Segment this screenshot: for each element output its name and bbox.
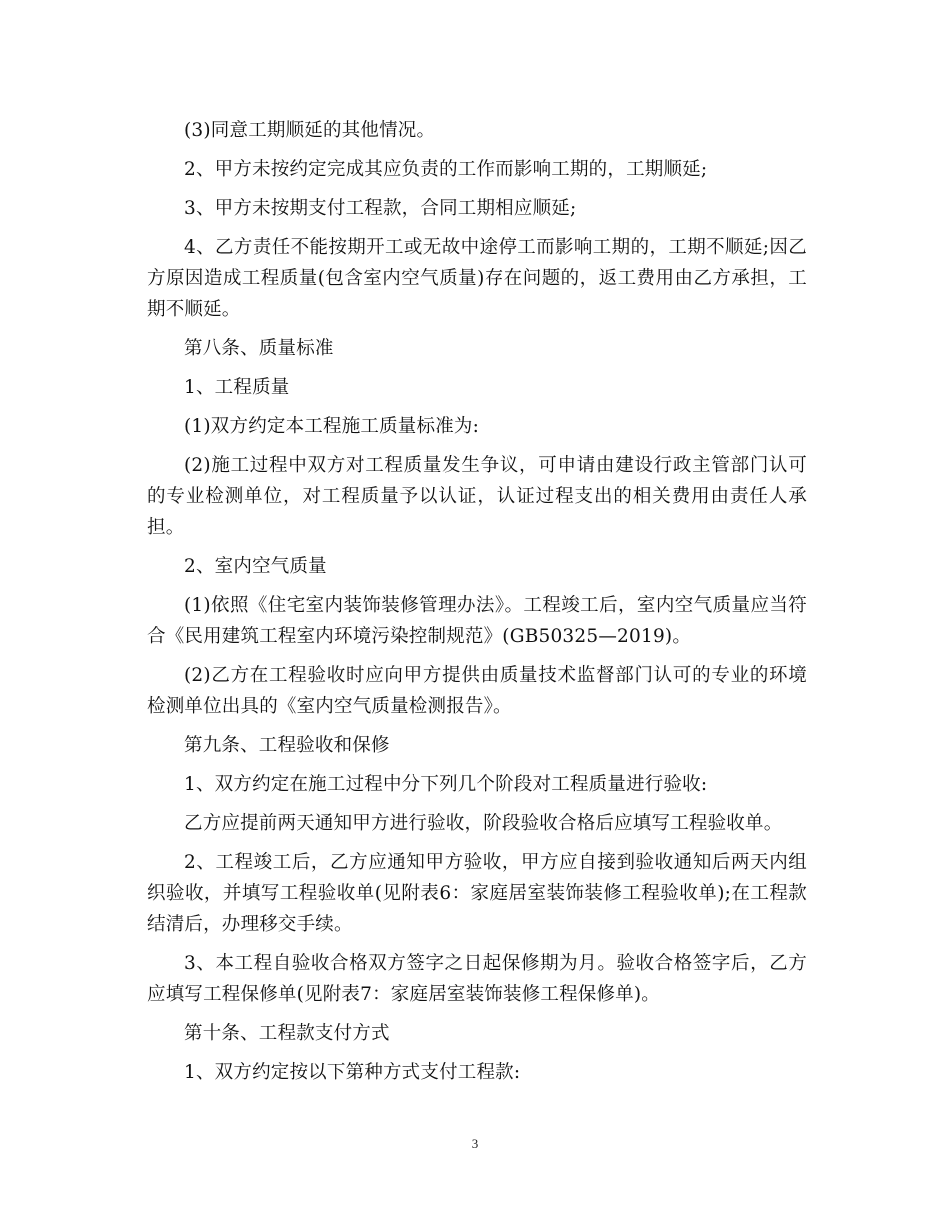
paragraph-quality-dispute: (2)施工过程中双方对工程质量发生争议，可申请由建设行政主管部门认可的专业检测单位，对工程质量予以认证，认证过程支出的相关费用由责任人承担。	[147, 455, 807, 538]
paragraph-extension-other-cases: (3)同意工期顺延的其他情况。	[184, 120, 436, 141]
document-body	[147, 115, 807, 1088]
section-heading-article-9: 第九条、工程验收和保修	[184, 735, 390, 756]
paragraph-warranty-period: 3、本工程自验收合格双方签字之日起保修期为月。验收合格签字后，乙方应填写工程保修单(见附表7：家庭居室装饰装修工程保修单)。	[147, 953, 807, 1005]
section-heading-article-8: 第八条、质量标准	[184, 338, 334, 359]
section-heading-article-10: 第十条、工程款支付方式	[184, 1023, 390, 1044]
subheading-engineering-quality: 1、工程质量	[184, 377, 290, 398]
paragraph-stage-acceptance: 1、双方约定在施工过程中分下列几个阶段对工程质量进行验收:	[184, 774, 708, 795]
paragraph-payment-method: 1、双方约定按以下第种方式支付工程款:	[184, 1062, 521, 1083]
paragraph-party-a-work-delay: 2、甲方未按约定完成其应负责的工作而影响工期的，工期顺延;	[184, 159, 708, 180]
paragraph-quality-standard: (1)双方约定本工程施工质量标准为:	[184, 416, 480, 437]
paragraph-air-quality-regulation: (1)依照《住宅室内装饰装修管理办法》。工程竣工后，室内空气质量应当符合《民用建筑工程室内环境污染控制规范》(GB50325—2019)。	[147, 595, 807, 647]
subheading-indoor-air-quality: 2、室内空气质量	[184, 556, 327, 577]
paragraph-party-b-responsibility: 4、乙方责任不能按期开工或无故中途停工而影响工期的，工期不顺延;因乙方原因造成工程质量(包含室内空气质量)存在问题的，返工费用由乙方承担，工期不顺延。	[147, 237, 807, 320]
paragraph-completion-acceptance: 2、工程竣工后，乙方应通知甲方验收，甲方应自接到验收通知后两天内组织验收，并填写工程验收单(见附表6：家庭居室装饰装修工程验收单);在工程款结清后，办理移交手续。	[147, 852, 807, 935]
paragraph-air-quality-report: (2)乙方在工程验收时应向甲方提供由质量技术监督部门认可的专业的环境检测单位出具的《室内空气质量检测报告》。	[147, 665, 807, 717]
page-number: 3	[471, 1136, 479, 1151]
paragraph-acceptance-notice: 乙方应提前两天通知甲方进行验收，阶段验收合格后应填写工程验收单。	[184, 813, 783, 834]
paragraph-party-a-payment-delay: 3、甲方未按期支付工程款，合同工期相应顺延;	[184, 198, 577, 219]
